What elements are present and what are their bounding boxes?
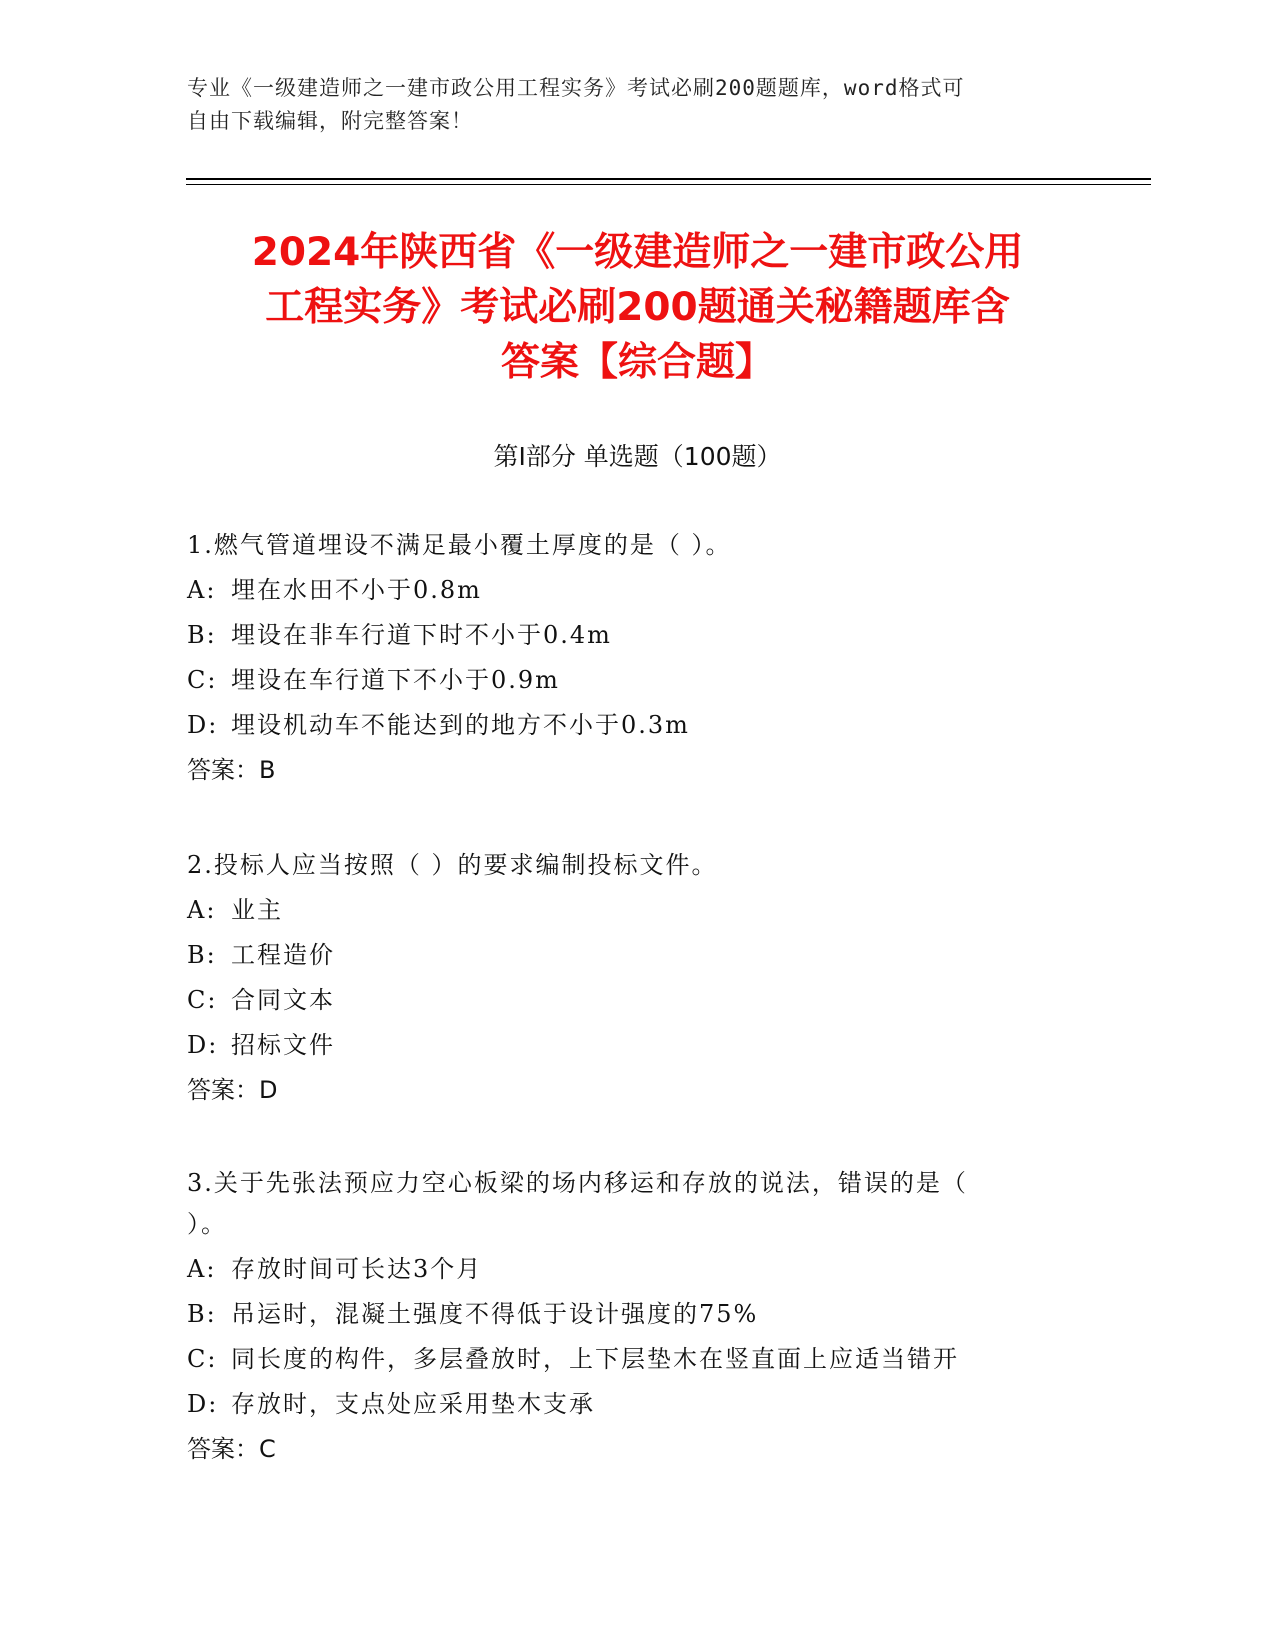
answer: 答案：C	[187, 1435, 276, 1463]
option-d	[187, 1023, 1067, 1068]
document-title-line-2: 工程实务》考试必刷200题通关秘籍题库含	[265, 285, 1010, 330]
header-divider-thick	[186, 178, 1151, 180]
section-title: 第I部分 单选题（100题）	[493, 442, 782, 471]
option-letter: D:	[187, 1031, 219, 1059]
option-text: 工程造价	[231, 941, 335, 969]
option-text: 埋设在非车行道下时不小于0.4m	[231, 621, 612, 649]
answer: 答案：B	[187, 756, 276, 784]
document-title	[140, 225, 1135, 390]
option-text: 同长度的构件，多层叠放时，上下层垫木在竖直面上应适当错开	[231, 1345, 959, 1373]
header-note-line-2: 自由下载编辑，附完整答案！	[187, 109, 473, 133]
option-text: 业主	[231, 896, 283, 924]
answer: 答案：D	[187, 1076, 278, 1104]
question-stem-line-2: ）。	[187, 1210, 227, 1238]
question-1	[187, 525, 1067, 793]
option-b	[187, 613, 1067, 658]
document-title-line-3: 答案【综合题】	[500, 340, 774, 385]
option-letter: C:	[187, 986, 218, 1014]
question-3	[187, 1163, 1067, 1472]
option-letter: B:	[187, 621, 217, 649]
option-letter: A:	[187, 576, 217, 604]
option-d	[187, 1382, 1067, 1427]
option-text: 存放时间可长达3个月	[231, 1255, 483, 1283]
option-d	[187, 703, 1067, 748]
option-b	[187, 1292, 1067, 1337]
question-stem: 1.燃气管道埋设不满足最小覆土厚度的是（ ）。	[187, 531, 732, 559]
option-letter: C:	[187, 666, 218, 694]
option-letter: D:	[187, 711, 219, 739]
option-b	[187, 933, 1067, 978]
question-2	[187, 845, 1067, 1113]
option-text: 存放时，支点处应采用垫木支承	[231, 1390, 595, 1418]
option-c	[187, 658, 1067, 703]
header-note	[187, 72, 1087, 138]
option-c	[187, 978, 1067, 1023]
option-letter: C:	[187, 1345, 218, 1373]
option-letter: B:	[187, 941, 217, 969]
question-stem-line-1: 3.关于先张法预应力空心板梁的场内移运和存放的说法，错误的是（	[187, 1169, 968, 1197]
option-text: 合同文本	[231, 986, 335, 1014]
option-text: 埋在水田不小于0.8m	[231, 576, 482, 604]
option-text: 埋设机动车不能达到的地方不小于0.3m	[231, 711, 690, 739]
header-note-line-1: 专业《一级建造师之一建市政公用工程实务》考试必刷200题题库，word格式可	[187, 76, 965, 100]
option-a	[187, 568, 1067, 613]
question-stem: 2.投标人应当按照（ ）的要求编制投标文件。	[187, 851, 718, 879]
option-text: 埋设在车行道下不小于0.9m	[231, 666, 560, 694]
option-letter: A:	[187, 896, 217, 924]
header-divider-thin	[186, 184, 1151, 185]
option-text: 吊运时，混凝土强度不得低于设计强度的75%	[231, 1300, 759, 1328]
option-letter: D:	[187, 1390, 219, 1418]
option-a	[187, 888, 1067, 933]
option-letter: B:	[187, 1300, 217, 1328]
document-title-line-1: 2024年陕西省《一级建造师之一建市政公用	[251, 230, 1024, 275]
option-text: 招标文件	[231, 1031, 335, 1059]
option-letter: A:	[187, 1255, 217, 1283]
option-c	[187, 1337, 1067, 1382]
option-a	[187, 1247, 1067, 1292]
